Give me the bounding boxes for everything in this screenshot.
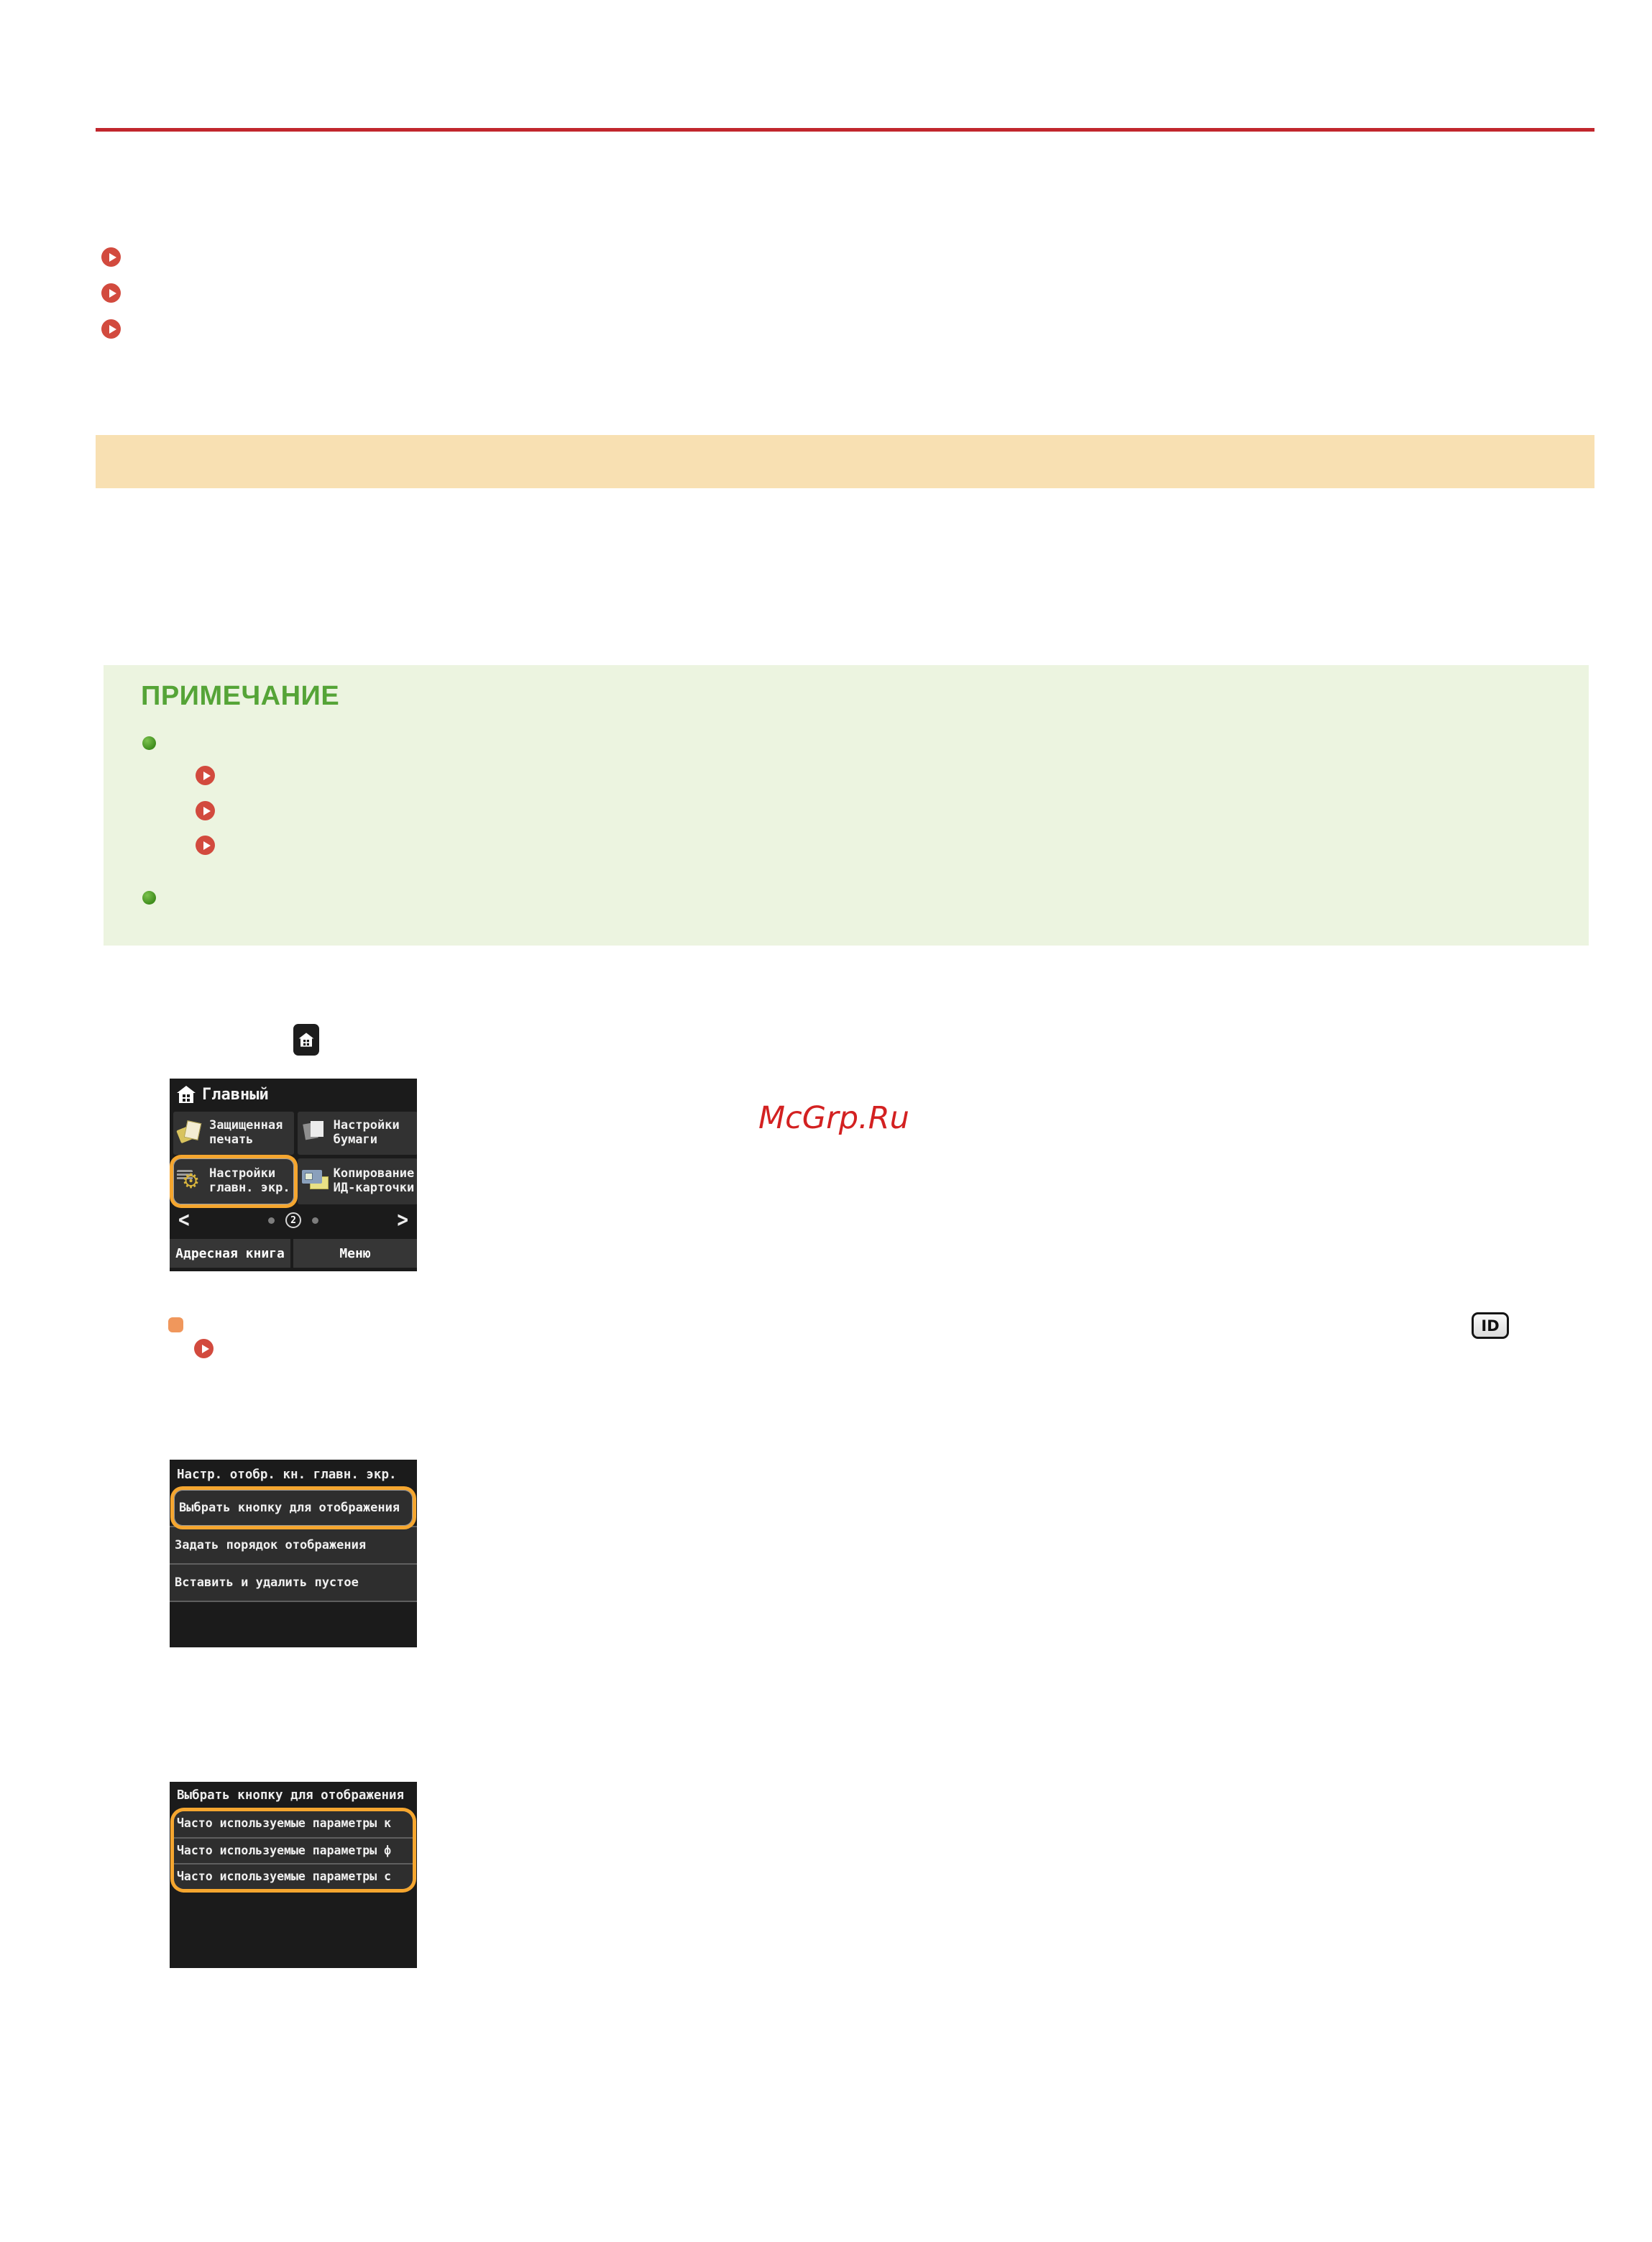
secure-print-icon: [177, 1117, 206, 1149]
watermark-link[interactable]: McGrp.Ru: [758, 1100, 909, 1136]
note-bullet-icon: [142, 736, 156, 750]
tile-label: главн. экр.: [209, 1181, 290, 1195]
tile-label: ИД-карточки: [333, 1181, 415, 1195]
note-link-bullet[interactable]: [196, 766, 215, 785]
step-link-bullet[interactable]: [194, 1339, 214, 1358]
tile-label: бумаги: [333, 1133, 378, 1147]
page-dot: [268, 1217, 275, 1224]
page-dot: [312, 1217, 318, 1224]
note-link-bullet[interactable]: [196, 801, 215, 820]
note-link-bullet[interactable]: [196, 836, 215, 855]
lcd-menu-row-insert-blank: Вставить и удалить пустое: [170, 1563, 417, 1602]
tile-label: печать: [209, 1133, 254, 1147]
play-icon: [203, 807, 211, 815]
play-icon: [109, 325, 116, 334]
note-bullet-icon: [142, 891, 156, 905]
play-icon: [109, 289, 116, 298]
home-key-icon: [293, 1024, 319, 1056]
play-icon: [203, 841, 211, 850]
lcd-menu-row-favorite-copy: Часто используемые параметры к: [174, 1811, 413, 1837]
current-page-indicator: 2: [285, 1212, 301, 1228]
chevron-left-icon: <: [178, 1207, 190, 1233]
step-number-badge: [168, 1317, 183, 1332]
tile-label: Настройки: [333, 1118, 400, 1133]
screen-title: Выбрать кнопку для отображения: [177, 1788, 405, 1803]
section-header-bar: [96, 435, 1594, 488]
lcd-softkey-menu: Меню: [293, 1239, 417, 1268]
lcd-menu-row-favorite-scan: Часто используемые параметры с: [174, 1863, 413, 1889]
note-title: ПРИМЕЧАНИЕ: [141, 681, 340, 711]
lcd-tile-home-screen-settings: [173, 1158, 294, 1204]
id-key-icon: [1472, 1312, 1509, 1339]
lcd-softkey-address-book: Адресная книга: [170, 1239, 290, 1268]
paper-settings-icon: [301, 1117, 330, 1149]
lcd-tile-id-card-copy: [298, 1158, 417, 1204]
home-screen-settings-icon: [177, 1166, 206, 1197]
gear-icon: ⚙: [182, 1169, 201, 1193]
lcd-menu-row-set-order: Задать порядок отображения: [170, 1526, 417, 1563]
play-icon: [109, 253, 116, 262]
play-icon: [202, 1345, 209, 1353]
lcd-screen-home: [170, 1079, 417, 1271]
lcd-highlight-group: [174, 1811, 413, 1889]
lcd-tile-paper-settings: [298, 1112, 417, 1155]
lcd-screen-select-button: [170, 1782, 417, 1968]
lcd-screen-display-settings: [170, 1460, 417, 1647]
lcd-header: [170, 1079, 417, 1110]
screen-title: Настр. отобр. кн. главн. экр.: [177, 1468, 397, 1482]
id-card-copy-icon: [301, 1166, 330, 1197]
house-icon: [299, 1033, 314, 1046]
note-box: [104, 665, 1589, 946]
lcd-tile-secure-print: [173, 1112, 294, 1155]
screen-title: Главный: [202, 1085, 269, 1104]
tile-label: Копирование: [333, 1166, 415, 1181]
toc-link-bullet[interactable]: [101, 247, 121, 267]
tile-label: Настройки: [209, 1166, 276, 1181]
toc-link-bullet[interactable]: [101, 319, 121, 339]
lcd-pagination: [170, 1204, 417, 1236]
play-icon: [203, 772, 211, 780]
chevron-right-icon: >: [397, 1207, 408, 1233]
section-divider-rule: [96, 128, 1594, 132]
id-key-label: ID: [1481, 1317, 1500, 1335]
lcd-menu-row-select-button: Выбрать кнопку для отображения: [174, 1490, 413, 1526]
home-icon: [177, 1086, 196, 1103]
tile-label: Защищенная: [209, 1118, 283, 1133]
lcd-menu-row-favorite-fax: Часто используемые параметры ф: [174, 1837, 413, 1863]
toc-link-bullet[interactable]: [101, 283, 121, 303]
